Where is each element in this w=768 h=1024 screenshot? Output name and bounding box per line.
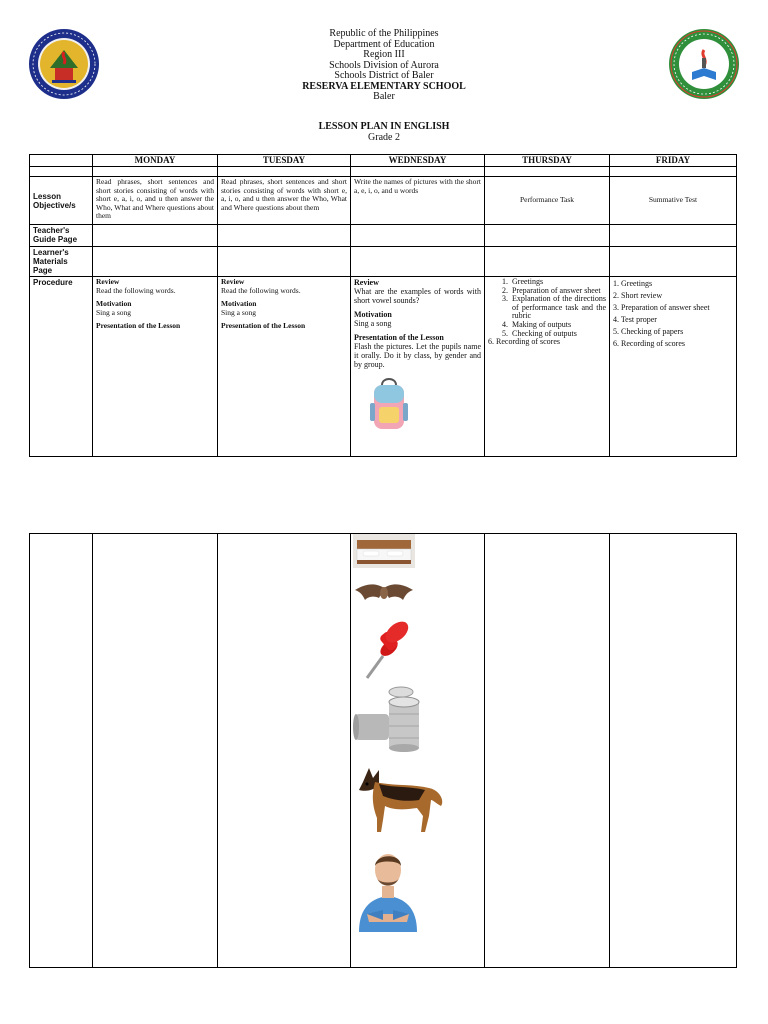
letterhead-line: Republic of the Philippines: [329, 28, 439, 39]
procedure-thursday: [485, 277, 610, 457]
teachers-guide-row: [30, 225, 737, 247]
objective-thursday: Performance Task: [485, 177, 610, 225]
day-monday: MONDAY: [93, 155, 218, 167]
bat-picture: [353, 578, 415, 610]
row-label-learners-materials: Learner's Materials Page: [30, 247, 93, 277]
continuation-table: [29, 533, 737, 968]
review-heading: Review: [221, 277, 245, 286]
presentation-text: Flash the pictures. Let the pupils name it orally. Do it by class, by gender and by group.: [354, 342, 481, 369]
day-thursday: THURSDAY: [485, 155, 610, 167]
dog-picture: [353, 760, 449, 834]
school-town: Baler: [373, 91, 395, 102]
document-title: [0, 121, 768, 143]
can-picture: [353, 684, 423, 754]
review-text: Read the following words.: [96, 285, 176, 295]
step-item: 6. Recording of scores: [613, 339, 685, 348]
objective-tuesday: Read phrases, short sentences and short stories consisting of words with short e, a, i, o, and u then answer the Who, What and Where questions about them: [218, 177, 351, 225]
day-wednesday: WEDNESDAY: [351, 155, 485, 167]
review-heading: Review: [96, 277, 120, 286]
row-label-objectives: Lesson Objective/s: [30, 177, 93, 225]
motivation-heading: Motivation: [96, 299, 132, 309]
step-item: 1. Greetings: [613, 279, 653, 288]
lesson-plan-title: LESSON PLAN IN ENGLISH: [318, 121, 450, 132]
motivation-text: Sing a song: [354, 319, 392, 328]
step-item: 1. Greetings: [510, 278, 606, 287]
grade-level: Grade 2: [368, 132, 400, 143]
step-item: 4. Making of outputs: [510, 321, 606, 330]
step-item: 3. Preparation of answer sheet: [613, 303, 710, 312]
pictures-cell: [351, 534, 485, 968]
letterhead-line: Region III: [363, 49, 405, 60]
man-picture: [353, 840, 423, 932]
step-item: 5. Checking of papers: [613, 327, 684, 336]
letterhead-line: Schools District of Baler: [334, 70, 434, 81]
review-heading: Review: [354, 278, 379, 287]
step-item: 2. Short review: [613, 291, 663, 300]
motivation-heading: Motivation: [221, 299, 257, 309]
procedure-monday: [93, 277, 218, 457]
motivation-text: Sing a song: [96, 307, 132, 317]
day-friday: FRIDAY: [610, 155, 737, 167]
continuation-row: [30, 534, 737, 968]
objective-monday: Read phrases, short sentences and short stories consisting of words with short e, a, i, o, and u then answer the Who, What and Where questions about them: [93, 177, 218, 225]
objectives-row: [30, 177, 737, 225]
bed-picture: [353, 534, 415, 568]
letterhead: [0, 29, 768, 103]
step-item: 3. Explanation of the directions of performance task and the rubric: [510, 295, 606, 321]
step-item: 5. Checking of outputs: [510, 330, 606, 339]
procedure-tuesday: [218, 277, 351, 457]
row-label-procedure: Procedure: [30, 277, 93, 457]
day-tuesday: TUESDAY: [218, 155, 351, 167]
bag-picture: [360, 375, 420, 435]
presentation-heading: Presentation of the Lesson: [354, 333, 444, 342]
review-text: Read the following words.: [221, 285, 301, 295]
lesson-plan-table: [29, 154, 737, 457]
school-name: RESERVA ELEMENTARY SCHOOL: [302, 80, 466, 92]
review-text: What are the examples of words with short vowel sounds?: [354, 287, 481, 305]
day-header-row: [30, 155, 737, 167]
presentation-heading: Presentation of the Lesson: [96, 321, 181, 331]
letterhead-line: Department of Education: [333, 38, 435, 50]
row-label-teachers-guide: Teacher's Guide Page: [30, 225, 93, 247]
presentation-heading: Presentation of the Lesson: [221, 321, 306, 331]
objective-friday: Summative Test: [610, 177, 737, 225]
motivation-heading: Motivation: [354, 310, 392, 319]
procedure-friday: [610, 277, 737, 457]
step-item: 6. Recording of scores: [488, 337, 560, 347]
step-item: 2. Preparation of answer sheet: [510, 287, 606, 296]
motivation-text: Sing a song: [221, 307, 257, 317]
learners-materials-row: [30, 247, 737, 277]
thursday-steps: [488, 278, 606, 338]
procedure-row: [30, 277, 737, 457]
procedure-wednesday: [351, 277, 485, 457]
objective-wednesday: Write the names of pictures with the short a, e, i, o, and u words: [351, 177, 485, 225]
pin-picture: [353, 618, 415, 680]
letterhead-line: Schools Division of Aurora: [329, 59, 439, 71]
friday-steps: [613, 278, 733, 350]
spacer-row: [30, 167, 737, 177]
step-item: 4. Test proper: [613, 315, 657, 324]
empty-corner-cell: [30, 155, 93, 167]
